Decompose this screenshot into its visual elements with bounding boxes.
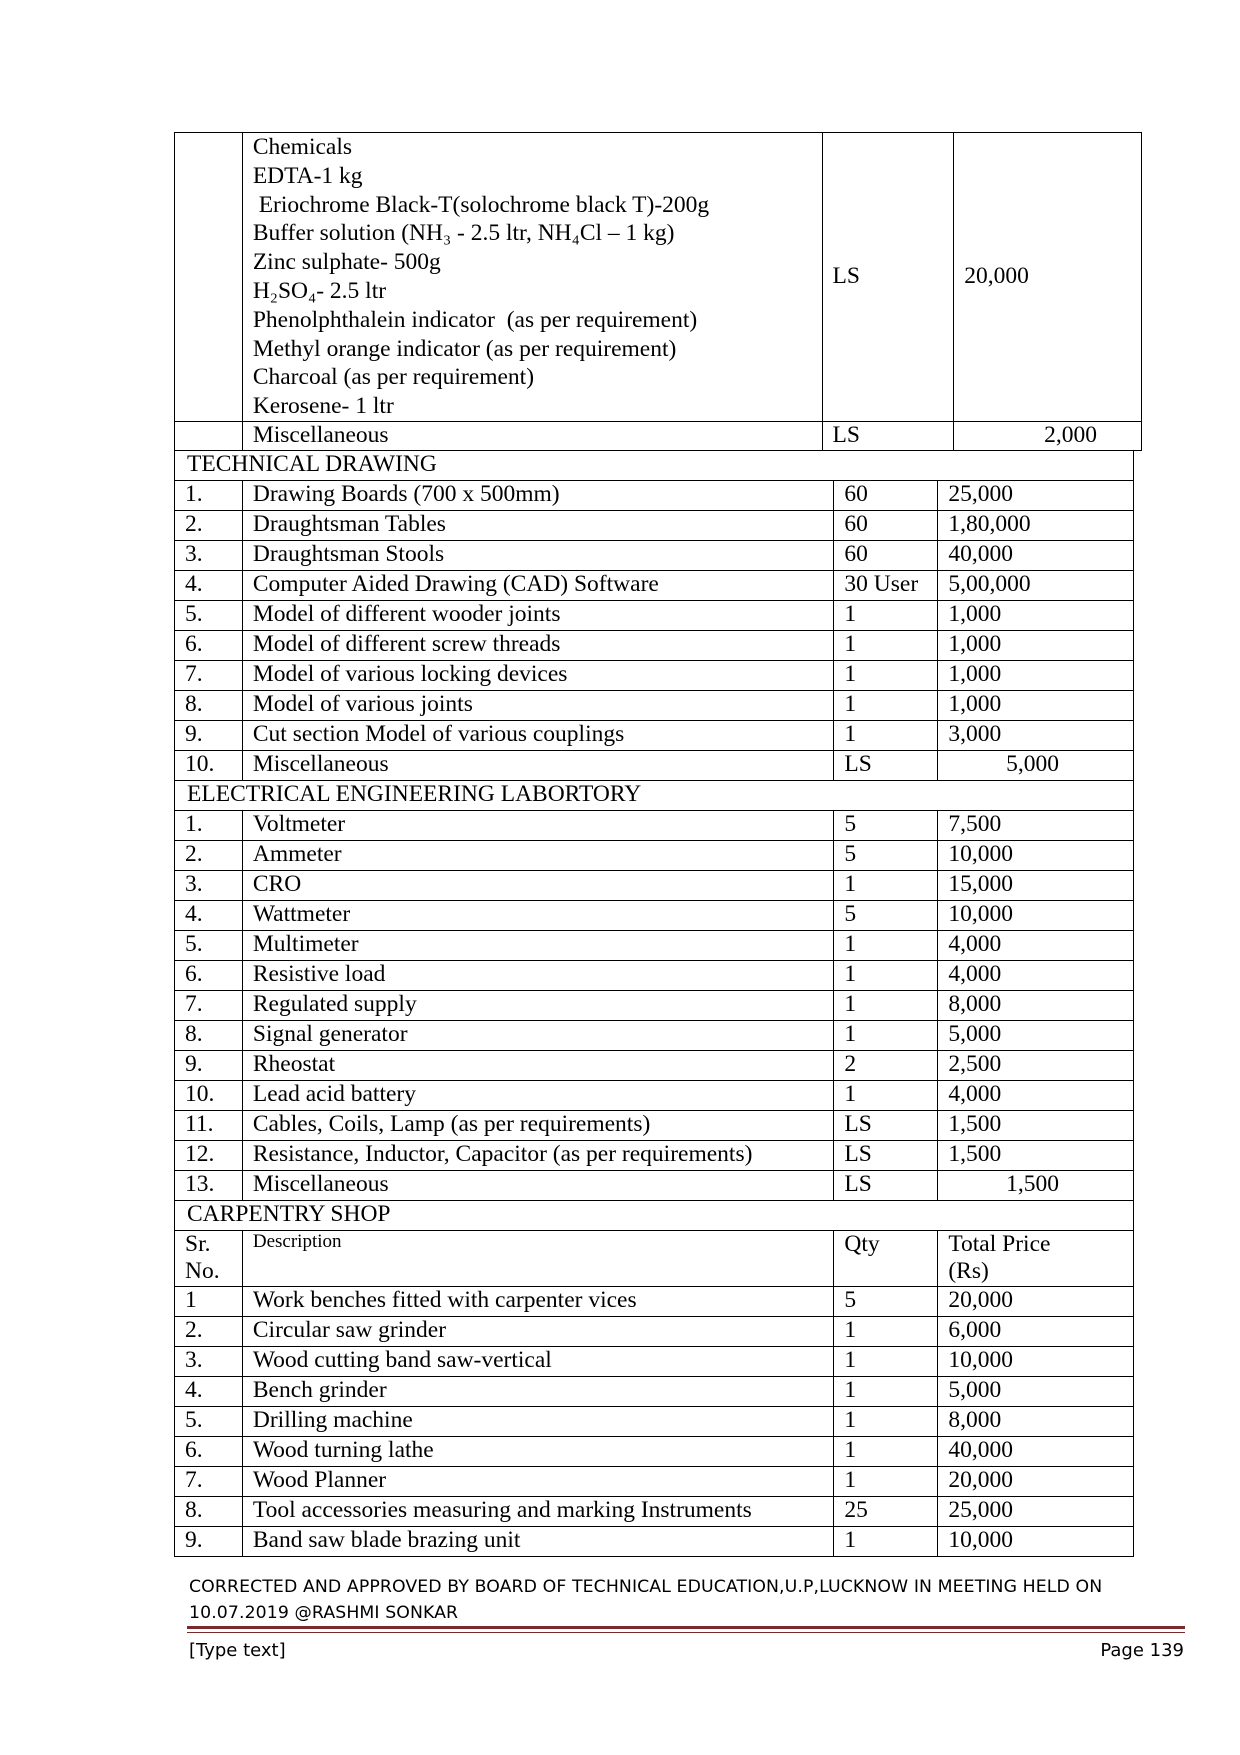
sr-no-cell: 11. bbox=[175, 1111, 243, 1141]
price-cell: 5,000 bbox=[938, 751, 1134, 781]
desc-cell: Computer Aided Drawing (CAD) Software bbox=[242, 571, 834, 601]
table-row bbox=[175, 601, 1134, 631]
sr-no-cell: 3. bbox=[175, 541, 243, 571]
chem-line: EDTA-1 kg bbox=[252, 162, 363, 189]
qty-cell: 1 bbox=[834, 1437, 938, 1467]
sr-no-cell: 2. bbox=[175, 1317, 243, 1347]
sr-no-cell: 8. bbox=[175, 1021, 243, 1051]
sr-no-cell: 9. bbox=[175, 1051, 243, 1081]
table-row bbox=[175, 841, 1134, 871]
section-title-row bbox=[175, 781, 1134, 811]
desc-cell: Draughtsman Stools bbox=[242, 541, 834, 571]
desc-cell: Resistive load bbox=[242, 961, 834, 991]
table-row bbox=[175, 1287, 1134, 1317]
sr-no-cell: 8. bbox=[175, 691, 243, 721]
qty-cell: LS bbox=[834, 1171, 938, 1201]
price-cell: 5,000 bbox=[938, 1021, 1134, 1051]
qty-cell: 1 bbox=[834, 961, 938, 991]
sr-no-cell: 8. bbox=[175, 1497, 243, 1527]
price-cell: 8,000 bbox=[938, 991, 1134, 1021]
qty-cell: 1 bbox=[834, 1081, 938, 1111]
sr-no-cell: 10. bbox=[175, 1081, 243, 1111]
table-row bbox=[175, 811, 1134, 841]
desc-cell: Wood Planner bbox=[242, 1467, 834, 1497]
chem-line: Charcoal (as per requirement) bbox=[252, 364, 535, 391]
qty-cell: LS bbox=[834, 1111, 938, 1141]
desc-cell: CRO bbox=[242, 871, 834, 901]
table-row bbox=[175, 1527, 1134, 1557]
price-cell: 1,80,000 bbox=[938, 511, 1134, 541]
section-title: ELECTRICAL ENGINEERING LABORTORY bbox=[175, 781, 1134, 811]
table-row bbox=[175, 511, 1134, 541]
desc-cell: Model of different screw threads bbox=[242, 631, 834, 661]
price-cell: 1,000 bbox=[938, 631, 1134, 661]
price-cell: 1,000 bbox=[938, 661, 1134, 691]
table-row bbox=[175, 1051, 1134, 1081]
price-cell: 4,000 bbox=[938, 1081, 1134, 1111]
qty-header: Qty bbox=[834, 1231, 938, 1287]
section-title-row bbox=[175, 1201, 1134, 1231]
qty-cell: 1 bbox=[834, 1467, 938, 1497]
price-cell: 10,000 bbox=[938, 901, 1134, 931]
approval-note bbox=[189, 1574, 1179, 1626]
price-cell: 1,500 bbox=[938, 1111, 1134, 1141]
price-cell: 1,500 bbox=[938, 1141, 1134, 1171]
price-cell: 20,000 bbox=[938, 1287, 1134, 1317]
table-row bbox=[175, 481, 1134, 511]
sr-no-header bbox=[175, 1231, 243, 1287]
sr-no-cell: 2. bbox=[175, 841, 243, 871]
sr-no-cell: 4. bbox=[175, 901, 243, 931]
qty-cell: 60 bbox=[834, 541, 938, 571]
qty-cell: 30 User bbox=[834, 571, 938, 601]
sr-no-cell: 13. bbox=[175, 1171, 243, 1201]
price-cell: 10,000 bbox=[938, 1527, 1134, 1557]
table-row bbox=[175, 871, 1134, 901]
qty-cell: LS bbox=[822, 133, 954, 422]
price-cell: 8,000 bbox=[938, 1407, 1134, 1437]
sr-no-cell: 6. bbox=[175, 961, 243, 991]
table-row bbox=[175, 541, 1134, 571]
table-row bbox=[175, 1021, 1134, 1051]
chemicals-table bbox=[174, 132, 1142, 451]
desc-cell: Rheostat bbox=[242, 1051, 834, 1081]
table-row bbox=[175, 1081, 1134, 1111]
chem-line: Chemicals bbox=[252, 134, 353, 160]
price-header-line1: Total Price bbox=[948, 1231, 1051, 1257]
table-row bbox=[175, 1467, 1134, 1497]
price-cell: 4,000 bbox=[938, 961, 1134, 991]
equipment-table-body bbox=[175, 451, 1134, 1557]
sr-header-line2: No. bbox=[185, 1258, 220, 1285]
price-cell: 10,000 bbox=[938, 841, 1134, 871]
sr-no-cell: 5. bbox=[175, 931, 243, 961]
sr-no-cell: 9. bbox=[175, 721, 243, 751]
chem-line: Kerosene- 1 ltr bbox=[252, 393, 394, 420]
table-row bbox=[175, 571, 1134, 601]
section-title-row bbox=[175, 451, 1134, 481]
desc-cell: Model of different wooder joints bbox=[242, 601, 834, 631]
price-cell: 25,000 bbox=[938, 1497, 1134, 1527]
table-row bbox=[175, 1347, 1134, 1377]
table-row bbox=[175, 901, 1134, 931]
desc-cell: Cut section Model of various couplings bbox=[242, 721, 834, 751]
desc-cell: Voltmeter bbox=[242, 811, 834, 841]
desc-cell: Miscellaneous bbox=[242, 751, 834, 781]
qty-cell: 2 bbox=[834, 1051, 938, 1081]
table-row bbox=[175, 721, 1134, 751]
price-cell: 4,000 bbox=[938, 931, 1134, 961]
chem-line: H₂SO₄- 2.5 ltr bbox=[252, 277, 387, 304]
chem-line: Zinc sulphate- 500g bbox=[252, 249, 441, 276]
table-row bbox=[175, 931, 1134, 961]
column-header-row bbox=[175, 1231, 1134, 1287]
table-row bbox=[175, 1317, 1134, 1347]
table-row bbox=[175, 991, 1134, 1021]
price-cell: 20,000 bbox=[954, 133, 1142, 422]
sr-no-cell: 4. bbox=[175, 1377, 243, 1407]
table-row bbox=[175, 1377, 1134, 1407]
table-row bbox=[175, 751, 1134, 781]
qty-cell: 1 bbox=[834, 871, 938, 901]
desc-cell: Lead acid battery bbox=[242, 1081, 834, 1111]
price-cell: 2,000 bbox=[954, 421, 1142, 450]
table-row bbox=[175, 661, 1134, 691]
desc-cell: Drilling machine bbox=[242, 1407, 834, 1437]
sr-no-cell: 12. bbox=[175, 1141, 243, 1171]
qty-cell: 1 bbox=[834, 1021, 938, 1051]
qty-cell: 60 bbox=[834, 511, 938, 541]
page-number: Page 139 bbox=[1100, 1640, 1184, 1661]
footer-rule-thin bbox=[187, 1632, 1185, 1633]
sr-no-cell: 1 bbox=[175, 1287, 243, 1317]
price-cell: 1,500 bbox=[938, 1171, 1134, 1201]
chem-line: Phenolphthalein indicator (as per requirement) bbox=[252, 306, 698, 333]
sr-no-cell bbox=[175, 421, 243, 450]
qty-cell: LS bbox=[834, 1141, 938, 1171]
sr-no-cell: 10. bbox=[175, 751, 243, 781]
qty-cell: 1 bbox=[834, 991, 938, 1021]
desc-cell: Wattmeter bbox=[242, 901, 834, 931]
sr-no-cell: 1. bbox=[175, 481, 243, 511]
table-row bbox=[175, 1407, 1134, 1437]
desc-cell: Tool accessories measuring and marking Instruments bbox=[242, 1497, 834, 1527]
desc-cell: Wood cutting band saw-vertical bbox=[242, 1347, 834, 1377]
sr-no-cell: 6. bbox=[175, 1437, 243, 1467]
sr-no-cell: 3. bbox=[175, 871, 243, 901]
table-row bbox=[175, 961, 1134, 991]
table-row bbox=[175, 631, 1134, 661]
desc-cell: Signal generator bbox=[242, 1021, 834, 1051]
desc-cell: Work benches fitted with carpenter vices bbox=[242, 1287, 834, 1317]
approval-note-line2: 10.07.2019 @RASHMI SONKAR bbox=[189, 1603, 459, 1623]
table-row bbox=[175, 1497, 1134, 1527]
sr-no-cell: 5. bbox=[175, 1407, 243, 1437]
approval-note-line1: CORRECTED AND APPROVED BY BOARD OF TECHNICAL EDUCATION,U.P,LUCKNOW IN MEETING HELD ON bbox=[189, 1577, 1103, 1597]
sr-no-cell: 7. bbox=[175, 991, 243, 1021]
equipment-table bbox=[174, 450, 1134, 1557]
footer-rule bbox=[187, 1626, 1185, 1629]
qty-cell: 1 bbox=[834, 1527, 938, 1557]
qty-cell: LS bbox=[822, 421, 954, 450]
sr-no-cell: 5. bbox=[175, 601, 243, 631]
section-title: CARPENTRY SHOP bbox=[175, 1201, 1134, 1231]
desc-cell: Model of various joints bbox=[242, 691, 834, 721]
qty-cell: 1 bbox=[834, 691, 938, 721]
sr-no-cell: 3. bbox=[175, 1347, 243, 1377]
qty-cell: 1 bbox=[834, 1407, 938, 1437]
table-row bbox=[175, 1141, 1134, 1171]
table-row bbox=[175, 1111, 1134, 1141]
qty-cell: 1 bbox=[834, 721, 938, 751]
chem-misc-row bbox=[175, 421, 1142, 450]
sr-no-cell: 6. bbox=[175, 631, 243, 661]
total-price-header bbox=[938, 1231, 1134, 1287]
qty-cell: 1 bbox=[834, 1317, 938, 1347]
desc-cell: Bench grinder bbox=[242, 1377, 834, 1407]
desc-cell: Band saw blade brazing unit bbox=[242, 1527, 834, 1557]
sr-no-cell: 7. bbox=[175, 1467, 243, 1497]
price-cell: 5,000 bbox=[938, 1377, 1134, 1407]
price-cell: 15,000 bbox=[938, 871, 1134, 901]
price-cell: 2,500 bbox=[938, 1051, 1134, 1081]
qty-cell: 5 bbox=[834, 1287, 938, 1317]
table-row bbox=[175, 691, 1134, 721]
desc-cell: Miscellaneous bbox=[242, 1171, 834, 1201]
sr-no-cell: 7. bbox=[175, 661, 243, 691]
sr-header-line1: Sr. bbox=[185, 1231, 211, 1257]
qty-cell: 5 bbox=[834, 841, 938, 871]
qty-cell: 1 bbox=[834, 931, 938, 961]
desc-cell: Draughtsman Tables bbox=[242, 511, 834, 541]
qty-cell: 1 bbox=[834, 631, 938, 661]
desc-cell: Resistance, Inductor, Capacitor (as per requirements) bbox=[242, 1141, 834, 1171]
sr-no-cell: 1. bbox=[175, 811, 243, 841]
chemicals-row bbox=[175, 133, 1142, 422]
qty-cell: LS bbox=[834, 751, 938, 781]
price-cell: 10,000 bbox=[938, 1347, 1134, 1377]
qty-cell: 1 bbox=[834, 601, 938, 631]
desc-cell: Ammeter bbox=[242, 841, 834, 871]
qty-cell: 1 bbox=[834, 1377, 938, 1407]
price-cell: 1,000 bbox=[938, 691, 1134, 721]
chem-line: Buffer solution (NH₃ - 2.5 ltr, NH₄Cl – 1 kg) bbox=[252, 220, 675, 247]
desc-cell: Wood turning lathe bbox=[242, 1437, 834, 1467]
table-row bbox=[175, 1437, 1134, 1467]
price-header-line2: (Rs) bbox=[948, 1258, 989, 1285]
chem-line: Eriochrome Black-T(solochrome black T)-200g bbox=[252, 191, 710, 218]
price-cell: 20,000 bbox=[938, 1467, 1134, 1497]
price-cell: 5,00,000 bbox=[938, 571, 1134, 601]
price-cell: 3,000 bbox=[938, 721, 1134, 751]
sr-no-cell: 2. bbox=[175, 511, 243, 541]
qty-cell: 60 bbox=[834, 481, 938, 511]
chem-line: Methyl orange indicator (as per requirement) bbox=[252, 335, 677, 362]
qty-cell: 1 bbox=[834, 661, 938, 691]
qty-cell: 25 bbox=[834, 1497, 938, 1527]
desc-cell: Miscellaneous bbox=[242, 421, 822, 450]
desc-cell: Circular saw grinder bbox=[242, 1317, 834, 1347]
price-cell: 40,000 bbox=[938, 1437, 1134, 1467]
desc-cell: Cables, Coils, Lamp (as per requirements) bbox=[242, 1111, 834, 1141]
desc-cell: Model of various locking devices bbox=[242, 661, 834, 691]
table-row bbox=[175, 1171, 1134, 1201]
price-cell: 7,500 bbox=[938, 811, 1134, 841]
sr-no-cell bbox=[175, 133, 243, 422]
qty-cell: 5 bbox=[834, 901, 938, 931]
price-cell: 25,000 bbox=[938, 481, 1134, 511]
desc-cell: Regulated supply bbox=[242, 991, 834, 1021]
sr-no-cell: 4. bbox=[175, 571, 243, 601]
qty-cell: 5 bbox=[834, 811, 938, 841]
section-title: TECHNICAL DRAWING bbox=[175, 451, 1134, 481]
chemicals-description-cell bbox=[242, 133, 822, 422]
desc-cell: Multimeter bbox=[242, 931, 834, 961]
price-cell: 1,000 bbox=[938, 601, 1134, 631]
qty-cell: 1 bbox=[834, 1347, 938, 1377]
price-cell: 6,000 bbox=[938, 1317, 1134, 1347]
price-cell: 40,000 bbox=[938, 541, 1134, 571]
sr-no-cell: 9. bbox=[175, 1527, 243, 1557]
footer-placeholder-text: [Type text] bbox=[189, 1640, 286, 1661]
description-header: Description bbox=[242, 1231, 834, 1287]
desc-cell: Drawing Boards (700 x 500mm) bbox=[242, 481, 834, 511]
